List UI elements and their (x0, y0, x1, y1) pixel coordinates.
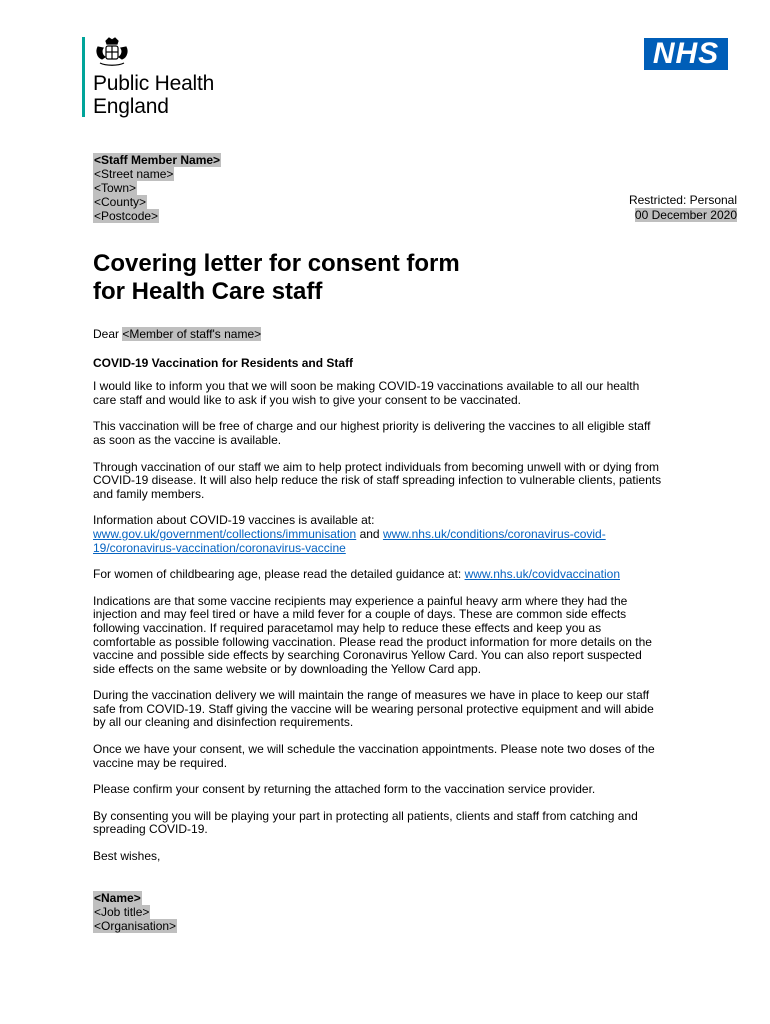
salutation-name: <Member of staff's name> (122, 327, 262, 341)
phe-name-line1: Public Health (93, 72, 215, 95)
paragraph-4: Information about COVID-19 vaccines is available at: www.gov.uk/government/collections/immunisation and www.nhs.uk/conditions/coronavirus-covid-19/coronavirus-vaccination/coronavirus-vaccine (93, 513, 606, 555)
immunisation-link[interactable]: www.gov.uk/government/collections/immunisation (93, 526, 357, 541)
recipient-county: <County> (94, 195, 147, 209)
title-line1: Covering letter for consent form (93, 250, 460, 277)
paragraph-3: Through vaccination of our staff we aim to help protect individuals from becoming unwell with or dying from COVID-19 disease. It will also help reduce the risk of staff spreading infection to vulnerable clients, patients and family members. (93, 459, 662, 501)
phe-logo-bar (82, 37, 85, 117)
recipient-address (93, 153, 221, 223)
classification-label: Restricted: Personal (628, 193, 737, 207)
signature-block (93, 891, 177, 933)
paragraph-10: By consenting you will be playing your part in protecting all patients, clients and staff from catching and spreading COVID-19. (93, 808, 638, 837)
recipient-name: <Staff Member Name> (94, 153, 221, 167)
paragraph-8: Once we have your consent, we will schedule the vaccination appointments. Please note two doses of the vaccine may be required. (93, 742, 655, 770)
paragraph-1: I would like to inform you that we will soon be making COVID-19 vaccinations available to all our health care staff and would like to ask if you wish to give your consent to be vaccinated. (93, 379, 640, 407)
paragraph-6: Indications are that some vaccine recipients may experience a painful heavy arm where they had the injection and may feel tired or have a mild fever for a couple of days. These are common side effects following vaccination. If required paracetamol may help to reduce these effects and keep you as comfortable as possible following vaccination. Please read the product information for more details on the vaccine and possible side effects by searching Coronavirus Yellow Card. You can also report suspected side effects on the same website or by downloading the Yellow Card app. (93, 593, 652, 676)
signature-job-title: <Job title> (94, 905, 150, 919)
paragraph-5: For women of childbearing age, please read the detailed guidance at: www.nhs.uk/covidvaccination (93, 567, 620, 582)
covidvaccination-link[interactable]: www.nhs.uk/covidvaccination (464, 567, 620, 582)
phe-logo-text (93, 72, 214, 118)
nhs-logo: NHS (644, 38, 728, 70)
subject-line: COVID-19 Vaccination for Residents and Staff (93, 355, 354, 370)
letter-meta (629, 193, 737, 223)
paragraph-9: Please confirm your consent by returning the attached form to the vaccination service provider. (93, 782, 596, 797)
recipient-street: <Street name> (94, 167, 174, 181)
salutation: Dear <Member of staff's name> (93, 327, 262, 341)
nhs-vaccine-link[interactable]: www.nhs.uk/conditions/coronavirus-covid-19/coronavirus-vaccination/coronavirus-vaccine (93, 526, 606, 555)
recipient-town: <Town> (94, 181, 137, 195)
letter-date: 00 December 2020 (634, 208, 737, 222)
signature-organisation: <Organisation> (94, 919, 177, 933)
recipient-postcode: <Postcode> (94, 209, 159, 223)
letter-title (93, 250, 613, 306)
title-line2: for Health Care staff (93, 278, 323, 305)
letter-body (93, 328, 663, 877)
paragraph-7: During the vaccination delivery we will maintain the range of measures we have in place to keep our staff safe from COVID-19. Staff giving the vaccine will be wearing personal protective equipment and will abide by all our cleaning and disinfection requirements. (93, 688, 654, 730)
royal-crest-icon (94, 37, 130, 69)
phe-name-line2: England (93, 95, 169, 118)
signature-name: <Name> (94, 891, 141, 905)
closing: Best wishes, (93, 849, 161, 864)
paragraph-2: This vaccination will be free of charge and our highest priority is delivering the vaccines to all eligible staff as soon as the vaccine is available. (93, 419, 651, 447)
